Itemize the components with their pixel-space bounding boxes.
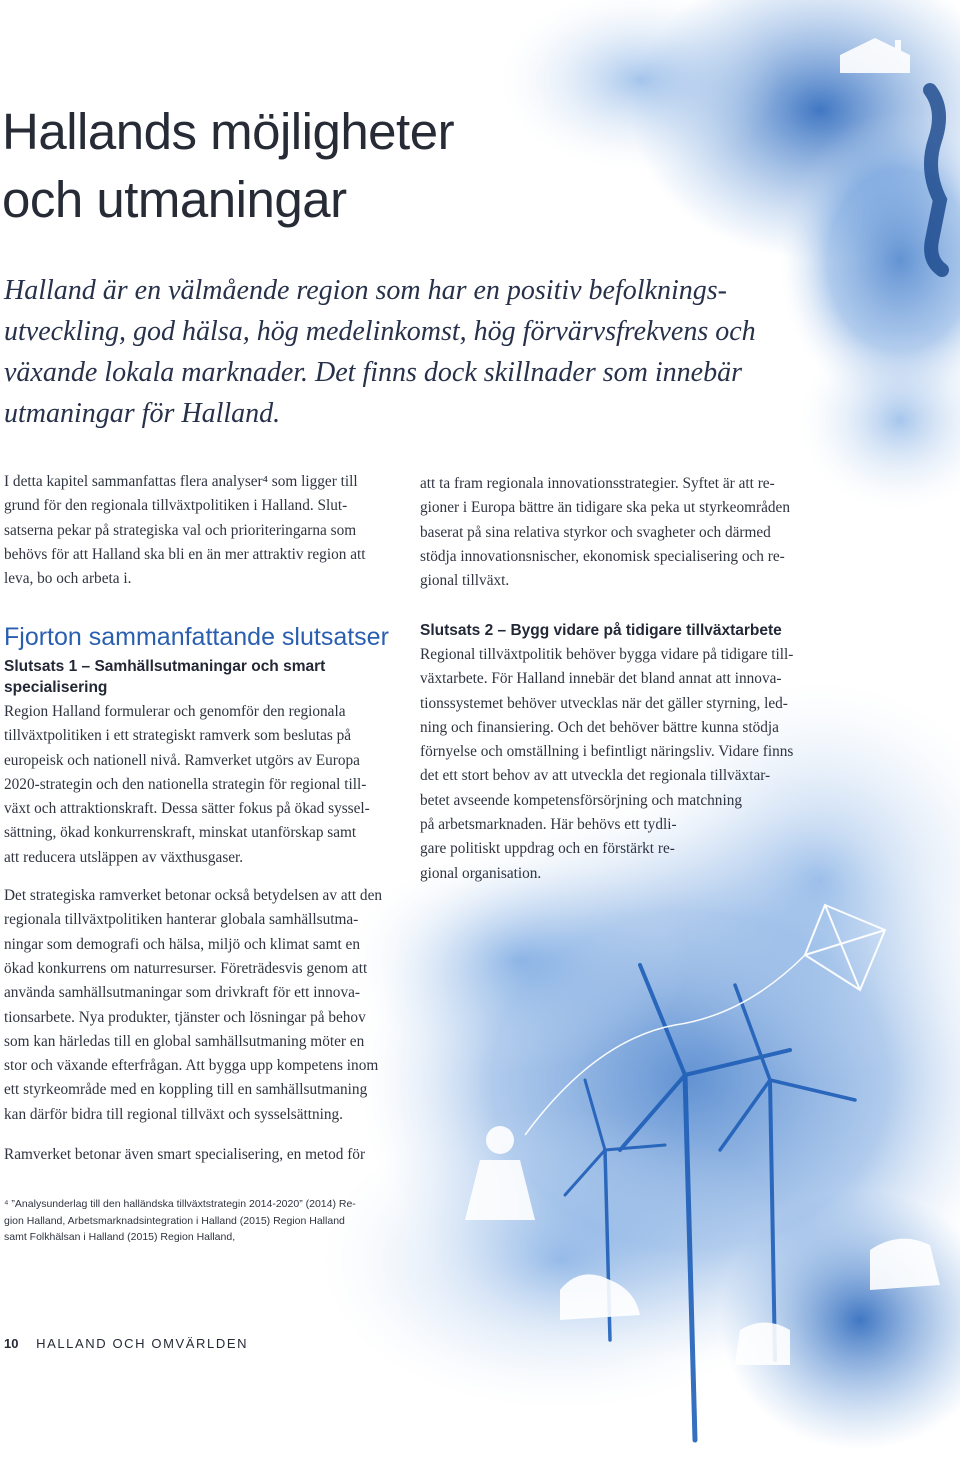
slutsats-1-paragraph-2: Det strategiska ramverket betonar också betydelsen av att den regionala tillväxtpolitiken hanterar globala samhällsutma- ningar som demografi och hälsa, miljö och klimat samt en ökad konkurrens om naturresurser. Företrädesvis genom att använda samhällsutmaningar som drivkraft för ett innova- tionsarbete. Nya produkter, tjänster och lösningar på behov som kan härledas till en global samhällsutmaning möter en stor och växande efterfrågan. Att bygga upp kompetens inom ett styrkeområde med en koppling till en samhällsutmaning kan därför bidra till regional tillväxt och sysselsättning. (4, 887, 383, 1123)
slutsats-2-heading: Slutsats 2 – Bygg vidare på tidigare tillväxtarbete (420, 622, 782, 639)
right-intro-paragraph: att ta fram regionala innovationsstrategier. Syftet är att re- gioner i Europa bättre än tidigare ska peka ut styrkeområden baserat på sina relativa styrkor och svagheter och därmed stödja innovationsnischer, ekonomisk specialisering och re- gional tillväxt. (420, 475, 790, 590)
slutsats-1 (4, 656, 404, 1167)
slutsats-2-paragraph: Regional tillväxtpolitik behöver bygga vidare på tidigare till- växtarbete. För Halland innebär det bland annat att innova- tionssystemet behöver utvecklas när det gäller styrning, led- ning och finansiering. Och det behöver bättre kunna stödja förnyelse och omställning i befintligt näringsliv. Vidare finns det ett stort behov av att utveckla det regionala tillväxtar- betet avseende kompetensförsörjning och matchning på arbetsmarknaden. Här behövs ett tydli- gare politiskt uppdrag och en förstärkt re- gional organisation. (420, 646, 794, 882)
intro-paragraph: I detta kapitel sammanfattas flera analyser⁴ som ligger till grund för den regionala tillväxtpolitiken i Halland. Slut- satserna pekar på strategiska val och prioriteringarna som behövs för att Halland ska bli en än mer attraktiv region att leva, bo och arbeta i. (4, 473, 366, 588)
lead-paragraph: Halland är en välmående region som har en positiv befolknings- utveckling, god hälsa, hög medelinkomst, hög förvärvsfrekvens och växande lokala marknader. Det finns dock skillnader som innebär utmaningar för Halland. (4, 275, 756, 429)
footnote: ⁴ ”Analysunderlag till den halländska tillväxtstrategin 2014-2020” (2014) Re- gion Halland, Arbetsmarknadsintegration i Halland (2015) Region Halland samt Folkhälsan i Halland (2015) Region Halland, (4, 1198, 356, 1243)
section-name: HALLAND OCH OMVÄRLDEN (36, 1336, 249, 1351)
page-footer (4, 1336, 248, 1351)
slutsats-1-paragraph-1: Region Halland formulerar och genomför den regionala tillväxtpolitiken i ett strategiskt ramverk som beslutas på europeisk och nationell nivå. Ramverket utgörs av Europa 2020-strategin och den nationella strategin för regional till- växt och attraktionskraft. Dessa sätter fokus på ökad syssel- sättning, ökad konkurrenskraft, minskat utanförskap samt att reducera utsläppen av växthusgaser. (4, 703, 370, 866)
slutsats-2 (420, 620, 840, 886)
slutsats-1-paragraph-3: Ramverket betonar även smart specialisering, en metod för (4, 1146, 366, 1164)
section-heading: Fjorton sammanfattande slutsatser (4, 623, 389, 651)
section-heading-block (4, 622, 404, 652)
page-title: Hallands möjligheter och utmaningar (2, 103, 455, 228)
page-number: 10 (4, 1336, 19, 1351)
slutsats-1-heading: Slutsats 1 – Samhällsutmaningar och smart specialisering (4, 658, 326, 696)
